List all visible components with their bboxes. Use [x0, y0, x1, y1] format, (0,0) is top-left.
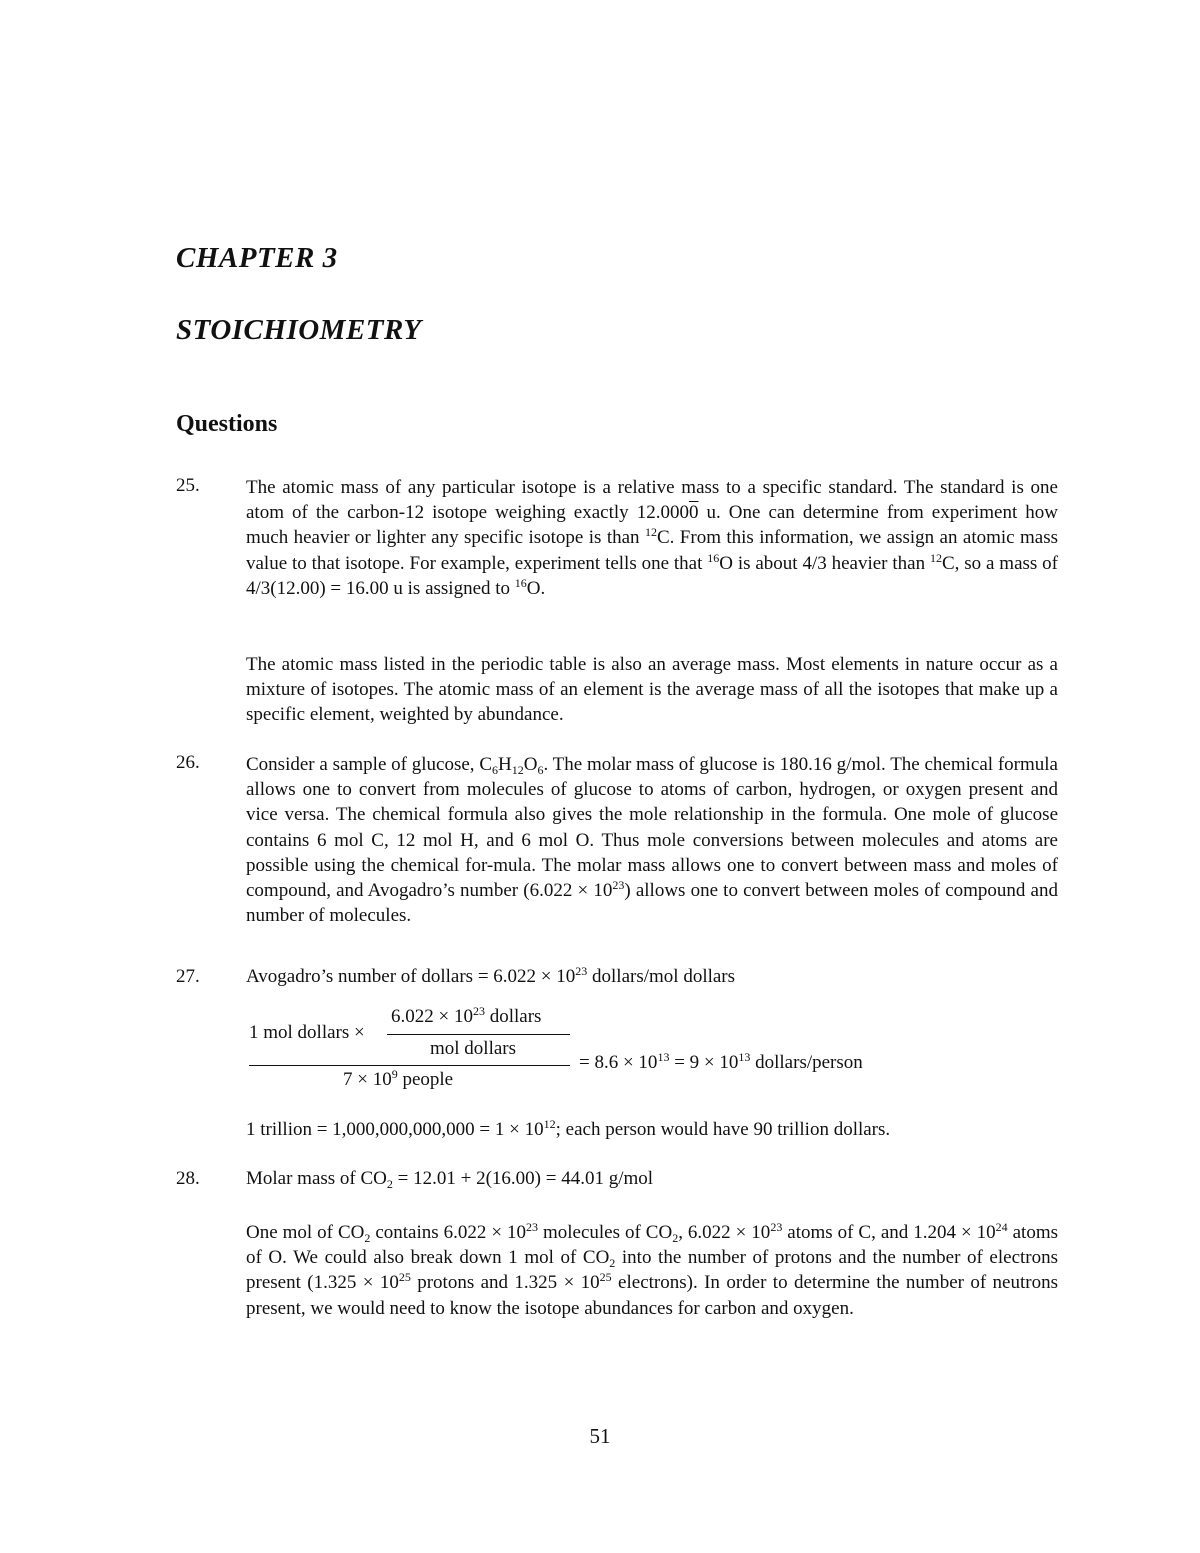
inner-denominator: mol dollars	[430, 1038, 517, 1059]
question-number-28: 28.	[176, 1168, 200, 1189]
outer-denominator: $7 \times 10^9$ people	[343, 1067, 454, 1090]
question-number-27: 27.	[176, 966, 200, 987]
question-28-paragraph: One mol of $CO_2$ contains $6.022 \times 10^{23}$ molecules of $CO_2$, $6.022 \times 10^{23}$ atoms of C, and $1.204 \times 10^{24}$ atoms of O. We could also break down 1 mol of $CO_2$ into the number of protons and the number of electrons present ($1.325 \times 10^{25}$ protons and $1.325 \times 10^{25}$ electrons). In order to determine the number of neutrons present, we would need to know the isotope abundances for carbon and oxygen.	[246, 1220, 1058, 1319]
chapter-heading: CHAPTER 3	[176, 242, 338, 274]
question-26-paragraph: Consider a sample of glucose, $C_6H_{12}O_6$. The molar mass of glucose is 180.16 g/mol. The chemical formula allows one to convert from molecules of glucose to atoms of carbon, hydrogen, or oxygen present and vice versa. The chemical formula also gives the mole relationship in the formula. One mole of glucose contains 6 mol C, 12 mol H, and 6 mol O. Thus mole conversions between molecules and atoms are possible using the chemical for-mula. The molar mass allows one to convert between mass and moles of compound, and Avogadro’s number $(6.022 \times 10^{23})$ allows one to convert between moles of compound and number of molecules.	[246, 754, 1058, 927]
question-27-line-3: 1 trillion = $1,000,000,000,000 = 1 \times 10^{12}$; each person would have 90 trillion dollars.	[246, 1117, 891, 1140]
page-number: 51	[589, 1424, 611, 1448]
question-25-paragraph-2: The atomic mass listed in the periodic table is also an average mass. Most elements in nature occur as a mixture of isotopes. The atomic mass of an element is the average mass of all the isotopes that make up a specific element, weighted by abundance.	[246, 654, 1058, 726]
question-number-26: 26.	[176, 752, 200, 773]
fraction-result: = $8.6 \times 10^{13} = 9 \times 10^{13}$ dollars/person	[579, 1050, 863, 1073]
section-heading: Questions	[176, 411, 278, 437]
fraction-left-term: 1 mol dollars ×	[249, 1022, 365, 1043]
question-25-paragraph-1: The atomic mass of any particular isotope is a relative mass to a specific standard. The standard is one atom of the carbon-12 isotope weighing exactly 12.0000 u. One can determine from experiment how much heavier or lighter any specific isotope is than $^{12}$C. From this information, we assign an atomic mass value to that isotope. For example, experiment tells one that $^{16}$O is about 4/3 heavier than $^{12}$C, so a mass of 4/3(12.00) = 16.00 u is assigned to $^{16}$O.	[246, 477, 1058, 599]
chapter-title: STOICHIOMETRY	[176, 314, 422, 346]
outer-fraction-bar	[249, 1065, 570, 1066]
inner-fraction-bar	[387, 1034, 570, 1035]
question-27-line-1: Avogadro’s number of dollars = $6.022 \times 10^{23}$ dollars/mol dollars	[246, 964, 736, 987]
question-number-25: 25.	[176, 475, 200, 496]
inner-numerator: $6.022 \times 10^{23}$ dollars	[391, 1004, 542, 1027]
question-28-line-1: Molar mass of $CO_2 = 12.01 + 2(16.00) = 44.01$ g/mol	[246, 1168, 654, 1191]
